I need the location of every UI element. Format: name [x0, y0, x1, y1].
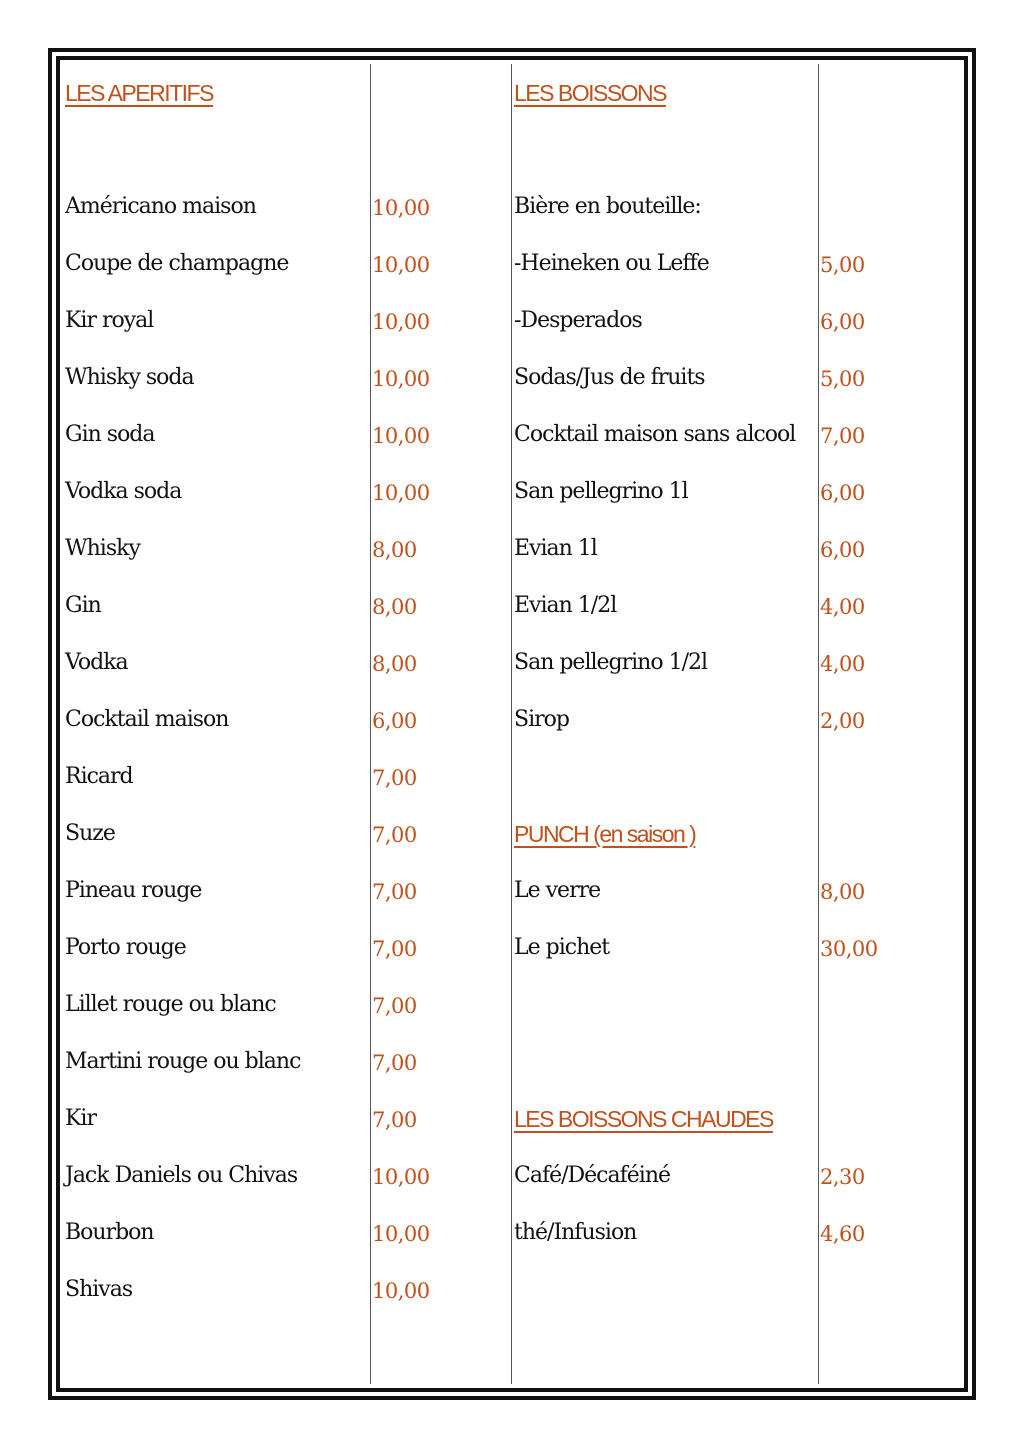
menu-item-price: 7,00 [372, 823, 417, 847]
menu-item-price: 10,00 [372, 367, 430, 391]
menu-item-name: Vodka [65, 650, 128, 675]
menu-item-name: Jack Daniels ou Chivas [65, 1163, 298, 1188]
menu-item-name: Bourbon [65, 1220, 154, 1245]
menu-item-name: Evian 1/2l [514, 593, 617, 618]
menu-item-price: 4,00 [820, 652, 865, 676]
menu-item-price: 8,00 [820, 880, 865, 904]
menu-item-name: Sirop [514, 707, 569, 732]
menu-item-name: Gin soda [65, 422, 155, 447]
column-divider-1 [370, 64, 371, 1384]
menu-item-name: Whisky soda [65, 365, 194, 390]
menu-item-price: 10,00 [372, 481, 430, 505]
menu-item-price: 5,00 [820, 367, 865, 391]
menu-item-price: 8,00 [372, 595, 417, 619]
menu-item-price: 7,00 [372, 766, 417, 790]
menu-item-name: Sodas/Jus de fruits [514, 365, 705, 390]
menu-item-price: 30,00 [820, 937, 878, 961]
menu-item-name: thé/Infusion [514, 1220, 637, 1245]
menu-item-price: 6,00 [820, 310, 865, 334]
menu-item-name: Pineau rouge [65, 878, 202, 903]
menu-item-name: Cocktail maison [65, 707, 229, 732]
menu-item-name: San pellegrino 1/2l [514, 650, 708, 675]
menu-item-price: 10,00 [372, 310, 430, 334]
menu-item-name: Cocktail maison sans alcool [514, 422, 796, 447]
menu-item-price: 6,00 [820, 538, 865, 562]
menu-item-name: Ricard [65, 764, 133, 789]
menu-item-price: 10,00 [372, 1222, 430, 1246]
menu-item-price: 10,00 [372, 253, 430, 277]
menu-item-name: Café/Décaféiné [514, 1163, 671, 1188]
menu-item-name: Bière en bouteille: [514, 194, 701, 219]
menu-item-price: 10,00 [372, 424, 430, 448]
menu-item-price: 7,00 [372, 1108, 417, 1132]
boissons-heading: LES BOISSONS [514, 80, 667, 106]
menu-item-price: 6,00 [820, 481, 865, 505]
menu-item-name: Whisky [65, 536, 140, 561]
menu-item-price: 10,00 [372, 1279, 430, 1303]
menu-item-price: 10,00 [372, 1165, 430, 1189]
menu-item-name: Coupe de champagne [65, 251, 289, 276]
menu-item-name: Lillet rouge ou blanc [65, 992, 276, 1017]
menu-item-price: 7,00 [372, 1051, 417, 1075]
menu-item-price: 10,00 [372, 196, 430, 220]
menu-item-price: 4,60 [820, 1222, 865, 1246]
menu-item-name: Américano maison [65, 194, 256, 219]
aperitifs-heading: LES APERITIFS [65, 80, 213, 106]
menu-item-name: Evian 1l [514, 536, 597, 561]
menu-item-name: Shivas [65, 1277, 133, 1302]
menu-item-price: 8,00 [372, 538, 417, 562]
menu-item-name: Gin [65, 593, 101, 618]
column-divider-3 [818, 64, 819, 1384]
menu-item-name: Suze [65, 821, 115, 846]
menu-item-name: San pellegrino 1l [514, 479, 688, 504]
menu-item-price: 7,00 [372, 880, 417, 904]
menu-item-name: Martini rouge ou blanc [65, 1049, 301, 1074]
menu-item-name: Kir royal [65, 308, 154, 333]
menu-item-name: Porto rouge [65, 935, 186, 960]
menu-item-price: 8,00 [372, 652, 417, 676]
menu-item-price: 7,00 [372, 994, 417, 1018]
boissons-chaudes-heading: LES BOISSONS CHAUDES [514, 1106, 773, 1132]
menu-item-price: 4,00 [820, 595, 865, 619]
menu-item-name: Le pichet [514, 935, 610, 960]
menu-item-price: 5,00 [820, 253, 865, 277]
menu-item-name: -Heineken ou Leffe [514, 251, 709, 276]
menu-item-price: 2,30 [820, 1165, 865, 1189]
column-divider-2 [511, 64, 512, 1384]
menu-item-name: -Desperados [514, 308, 642, 333]
menu-item-name: Le verre [514, 878, 601, 903]
menu-item-price: 2,00 [820, 709, 865, 733]
menu-item-price: 7,00 [820, 424, 865, 448]
menu-item-name: Vodka soda [65, 479, 182, 504]
menu-item-price: 7,00 [372, 937, 417, 961]
punch-heading: PUNCH (en saison ) [514, 821, 696, 847]
menu-item-price: 6,00 [372, 709, 417, 733]
menu-item-name: Kir [65, 1106, 96, 1131]
